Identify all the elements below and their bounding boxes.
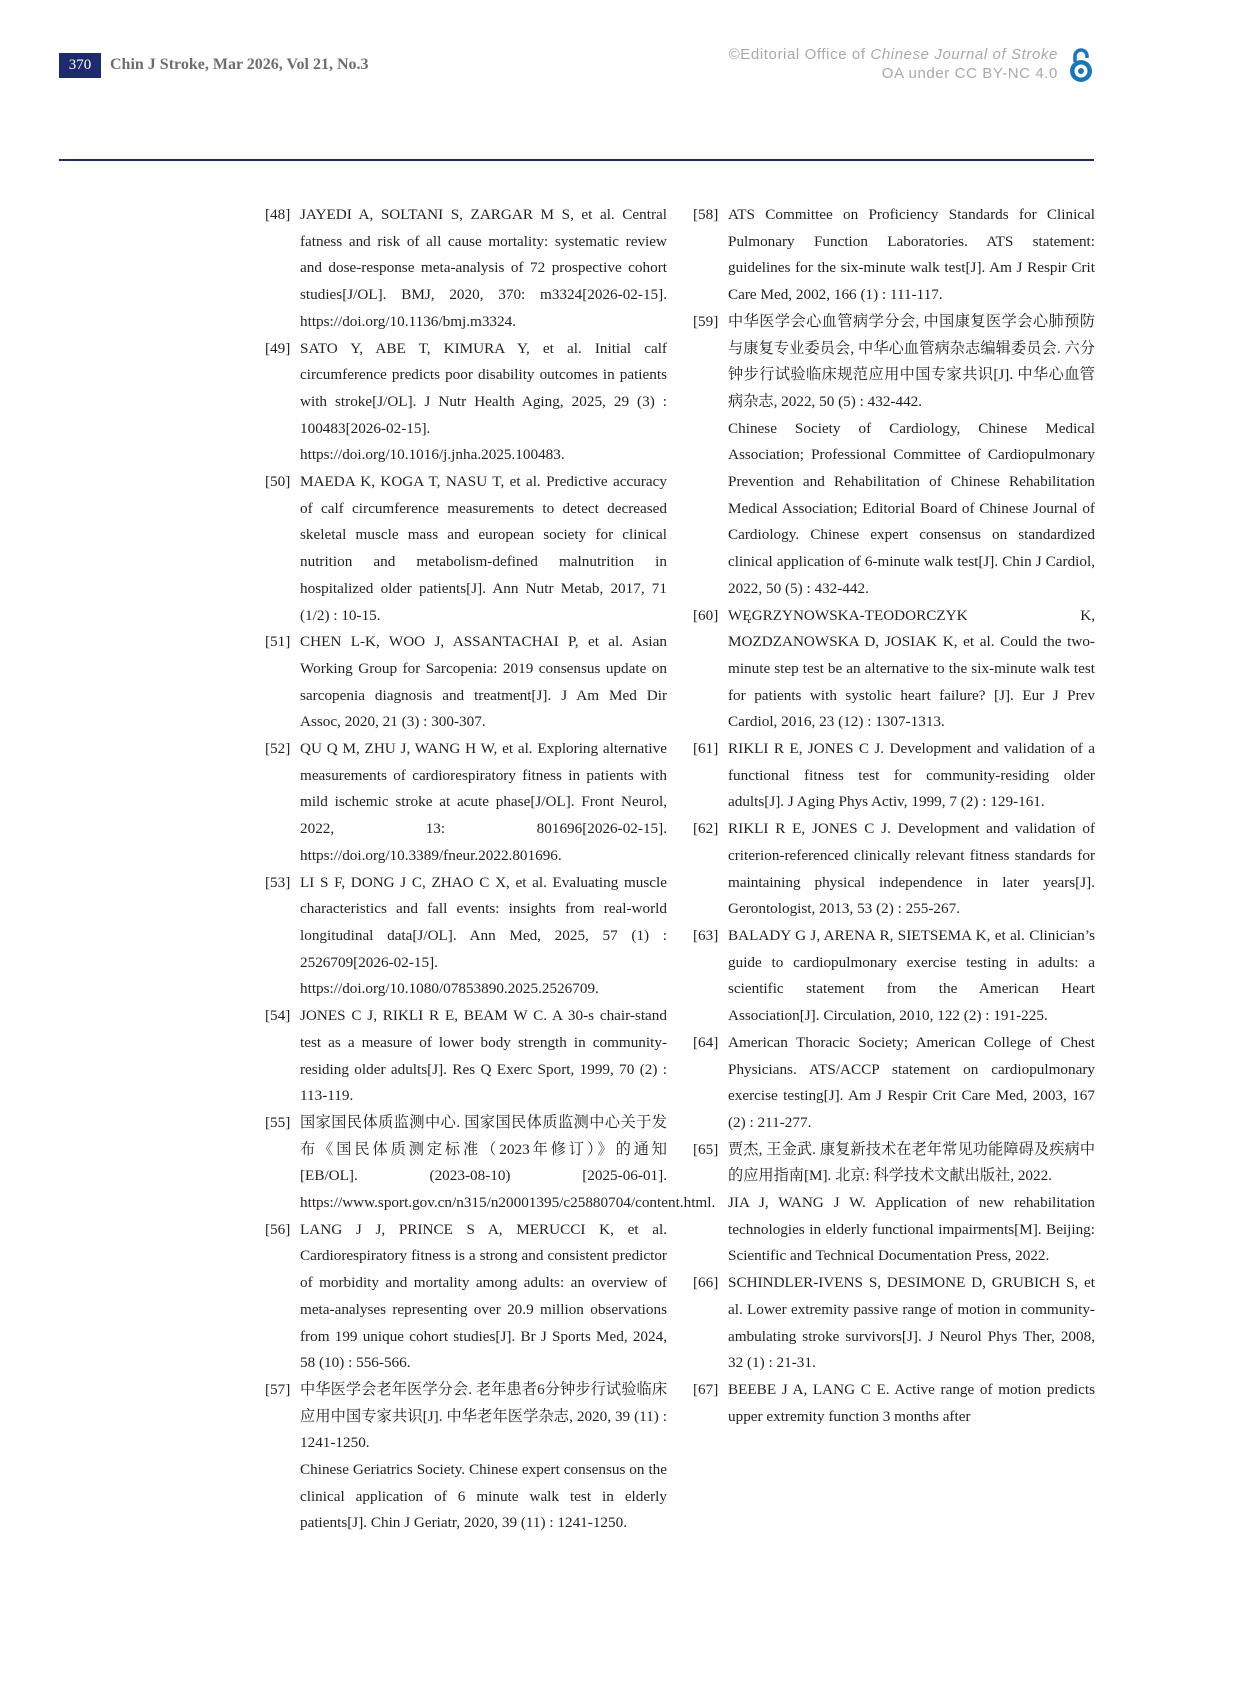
reference-text: JONES C J, RIKLI R E, BEAM W C. A 30-s chair-stand test as a measure of lower body strength in community-residing older adults[J]. Res Q Exerc Sport, 1999, 70 (2) : 113-119.: [300, 1007, 667, 1105]
reference-number: [57]: [265, 1380, 291, 1398]
reference-entry: [265, 202, 667, 336]
reference-entry: [265, 1003, 667, 1110]
copyright-journal-name: Chinese Journal of Stroke: [870, 46, 1058, 63]
reference-entry: [265, 1377, 667, 1537]
reference-text: 贾杰, 王金武. 康复新技术在老年常见功能障碍及疾病中的应用指南[M]. 北京: 科学技术文献出版社, 2022.: [728, 1140, 1095, 1185]
reference-number: [62]: [693, 820, 719, 838]
reference-text: MAEDA K, KOGA T, NASU T, et al. Predictive accuracy of calf circumference measurements to detect decreased skeletal muscle mass and european society for clinical nutrition and metabolism-defined malnutrition in hospitalized older patients[J]. Ann Nutr Metab, 2017, 71 (1/2) : 10-15.: [300, 473, 667, 624]
reference-entry: [265, 736, 667, 870]
reference-text: RIKLI R E, JONES C J. Development and validation of a functional fitness test for community-residing older adults[J]. J Aging Phys Activ, 1999, 7 (2) : 129-161.: [728, 740, 1095, 811]
reference-text-english: Chinese Society of Cardiology, Chinese Medical Association; Professional Committee of Cardiopulmonary Prevention and Rehabilitation of Chinese Rehabilitation Medical Association; Editorial Board of Chinese Journal of Cardiology. Chinese expert consensus on standardized clinical application of 6-minute walk test[J]. Chin J Cardiol, 2022, 50 (5) : 432-442.: [728, 419, 1095, 597]
copyright-notice: [729, 45, 1058, 83]
reference-text: LI S F, DONG J C, ZHAO C X, et al. Evaluating muscle characteristics and fall events: insights from real-world longitudinal data[J/OL]. Ann Med, 2025, 57 (1) : 2526709[2026-02-15]. https://doi.org/10.1080/07853890.2025.2526709.: [300, 873, 667, 998]
reference-text: American Thoracic Society; American College of Chest Physicians. ATS/ACCP statement on cardiopulmonary exercise testing[J]. Am J Respir Crit Care Med, 2003, 167 (2) : 211-277.: [728, 1033, 1095, 1131]
reference-text: SATO Y, ABE T, KIMURA Y, et al. Initial calf circumference predicts poor disability outcomes in patients with stroke[J/OL]. J Nutr Health Aging, 2025, 29 (3) : 100483[2026-02-15]. https://doi.org/10.1016/j.jnha.2025.100483.: [300, 339, 667, 464]
reference-text-english: JIA J, WANG J W. Application of new rehabilitation technologies in elderly functional impairments[M]. Beijing: Scientific and Technical Documentation Press, 2022.: [728, 1194, 1095, 1265]
reference-text-english: Chinese Geriatrics Society. Chinese expert consensus on the clinical application of 6 minute walk test in elderly patients[J]. Chin J Geriatr, 2020, 39 (11) : 1241-1250.: [300, 1461, 667, 1532]
reference-text: LANG J J, PRINCE S A, MERUCCI K, et al. Cardiorespiratory fitness is a strong and consistent predictor of morbidity and mortality among adults: an overview of meta-analyses representing over 20.9 million observations from 199 unique cohort studies[J]. Br J Sports Med, 2024, 58 (10) : 556-566.: [300, 1220, 667, 1372]
reference-entry: [693, 1270, 1095, 1377]
reference-number: [54]: [265, 1007, 291, 1025]
reference-number: [60]: [693, 606, 719, 624]
open-access-lock-icon: [1068, 46, 1094, 84]
reference-entry: [693, 1030, 1095, 1137]
reference-entry: [265, 1217, 667, 1377]
reference-entry: [693, 736, 1095, 816]
reference-number: [65]: [693, 1140, 719, 1158]
references-column-right: [693, 202, 1095, 1430]
reference-number: [52]: [265, 740, 291, 758]
reference-number: [56]: [265, 1220, 291, 1238]
reference-number: [67]: [693, 1380, 719, 1398]
reference-entry: [693, 1137, 1095, 1271]
reference-entry: [265, 870, 667, 1004]
reference-entry: [265, 469, 667, 629]
reference-text: QU Q M, ZHU J, WANG H W, et al. Exploring alternative measurements of cardiorespiratory fitness in patients with mild ischemic stroke at acute phase[J/OL]. Front Neurol, 2022, 13: 801696[2026-02-15]. https://doi.org/10.3389/fneur.2022.801696.: [300, 740, 667, 864]
reference-text: 中华医学会老年医学分会. 老年患者6分钟步行试验临床应用中国专家共识[J]. 中华老年医学杂志, 2020, 39 (11) : 1241-1250.: [300, 1380, 667, 1452]
reference-entry: [265, 629, 667, 736]
reference-text: RIKLI R E, JONES C J. Development and validation of criterion-referenced clinically relevant fitness standards for maintaining physical independence in later years[J]. Gerontologist, 2013, 53 (2) : 255-267.: [728, 820, 1095, 918]
license-text: OA under CC BY-NC 4.0: [881, 65, 1058, 82]
reference-entry: [693, 923, 1095, 1030]
journal-citation-line: Chin J Stroke, Mar 2026, Vol 21, No.3: [110, 56, 369, 73]
reference-text: WĘGRZYNOWSKA-TEODORCZYK K, MOZDZANOWSKA D, JOSIAK K, et al. Could the two-minute step test be an alternative to the six-minute walk test for patients with systolic heart failure? [J]. Eur J Prev Cardiol, 2016, 23 (12) : 1307-1313.: [728, 606, 1095, 731]
reference-number: [66]: [693, 1274, 719, 1292]
reference-text: BALADY G J, ARENA R, SIETSEMA K, et al. Clinician’s guide to cardiopulmonary exercise testing in adults: a scientific statement from the American Heart Association[J]. Circulation, 2010, 122 (2) : 191-225.: [728, 926, 1095, 1025]
reference-number: [59]: [693, 312, 719, 330]
reference-number: [63]: [693, 926, 719, 944]
reference-entry: [693, 1377, 1095, 1430]
reference-number: [50]: [265, 473, 291, 491]
reference-number: [61]: [693, 740, 719, 758]
reference-entry: [265, 336, 667, 470]
reference-text: JAYEDI A, SOLTANI S, ZARGAR M S, et al. Central fatness and risk of all cause mortality: systematic review and dose-response meta-analysis of 72 prospective cohort studies[J/OL]. BMJ, 2020, 370: m3324[2026-02-15]. https://doi.org/10.1136/bmj.m3324.: [300, 206, 667, 330]
reference-number: [51]: [265, 633, 291, 651]
reference-text: ATS Committee on Proficiency Standards for Clinical Pulmonary Function Laboratories. ATS statement: guidelines for the six-minute walk test[J]. Am J Respir Crit Care Med, 2002, 166 (1) : 111-117.: [728, 206, 1095, 304]
reference-text: 中华医学会心血管病学分会, 中国康复医学会心肺预防与康复专业委员会, 中华心血管病杂志编辑委员会. 六分钟步行试验临床规范应用中国专家共识[J]. 中华心血管病杂志, 2022, 50 (5) : 432-442.: [728, 312, 1095, 410]
page-number: 370: [59, 53, 101, 78]
reference-number: [64]: [693, 1033, 719, 1051]
reference-number: [49]: [265, 339, 291, 357]
reference-text: CHEN L-K, WOO J, ASSANTACHAI P, et al. Asian Working Group for Sarcopenia: 2019 consensus update on sarcopenia diagnosis and treatment[J]. J Am Med Dir Assoc, 2020, 21 (3) : 300-307.: [300, 633, 667, 731]
reference-entry: [693, 309, 1095, 603]
reference-entry: [693, 816, 1095, 923]
copyright-prefix: ©Editorial Office of: [728, 46, 871, 63]
reference-entry: [693, 603, 1095, 737]
header-rule: [59, 159, 1094, 161]
reference-text: 国家国民体质监测中心. 国家国民体质监测中心关于发布《国民体质测定标准（2023年修订）》的通知[EB/OL]. (2023-08-10) [2025-06-01]. https://www.sport.gov.cn/n315/n20001395/c25880704/content.html.: [300, 1113, 716, 1212]
reference-number: [55]: [265, 1113, 291, 1131]
reference-text: SCHINDLER-IVENS S, DESIMONE D, GRUBICH S, et al. Lower extremity passive range of motion in community-ambulating stroke survivors[J]. J Neurol Phys Ther, 2008, 32 (1) : 21-31.: [728, 1274, 1095, 1372]
reference-number: [48]: [265, 206, 291, 223]
copyright-line: [729, 45, 1058, 64]
reference-text: BEEBE J A, LANG C E. Active range of motion predicts upper extremity function 3 months after: [728, 1380, 1095, 1425]
reference-number: [58]: [693, 206, 719, 223]
reference-entry: [693, 202, 1095, 309]
reference-number: [53]: [265, 873, 291, 891]
